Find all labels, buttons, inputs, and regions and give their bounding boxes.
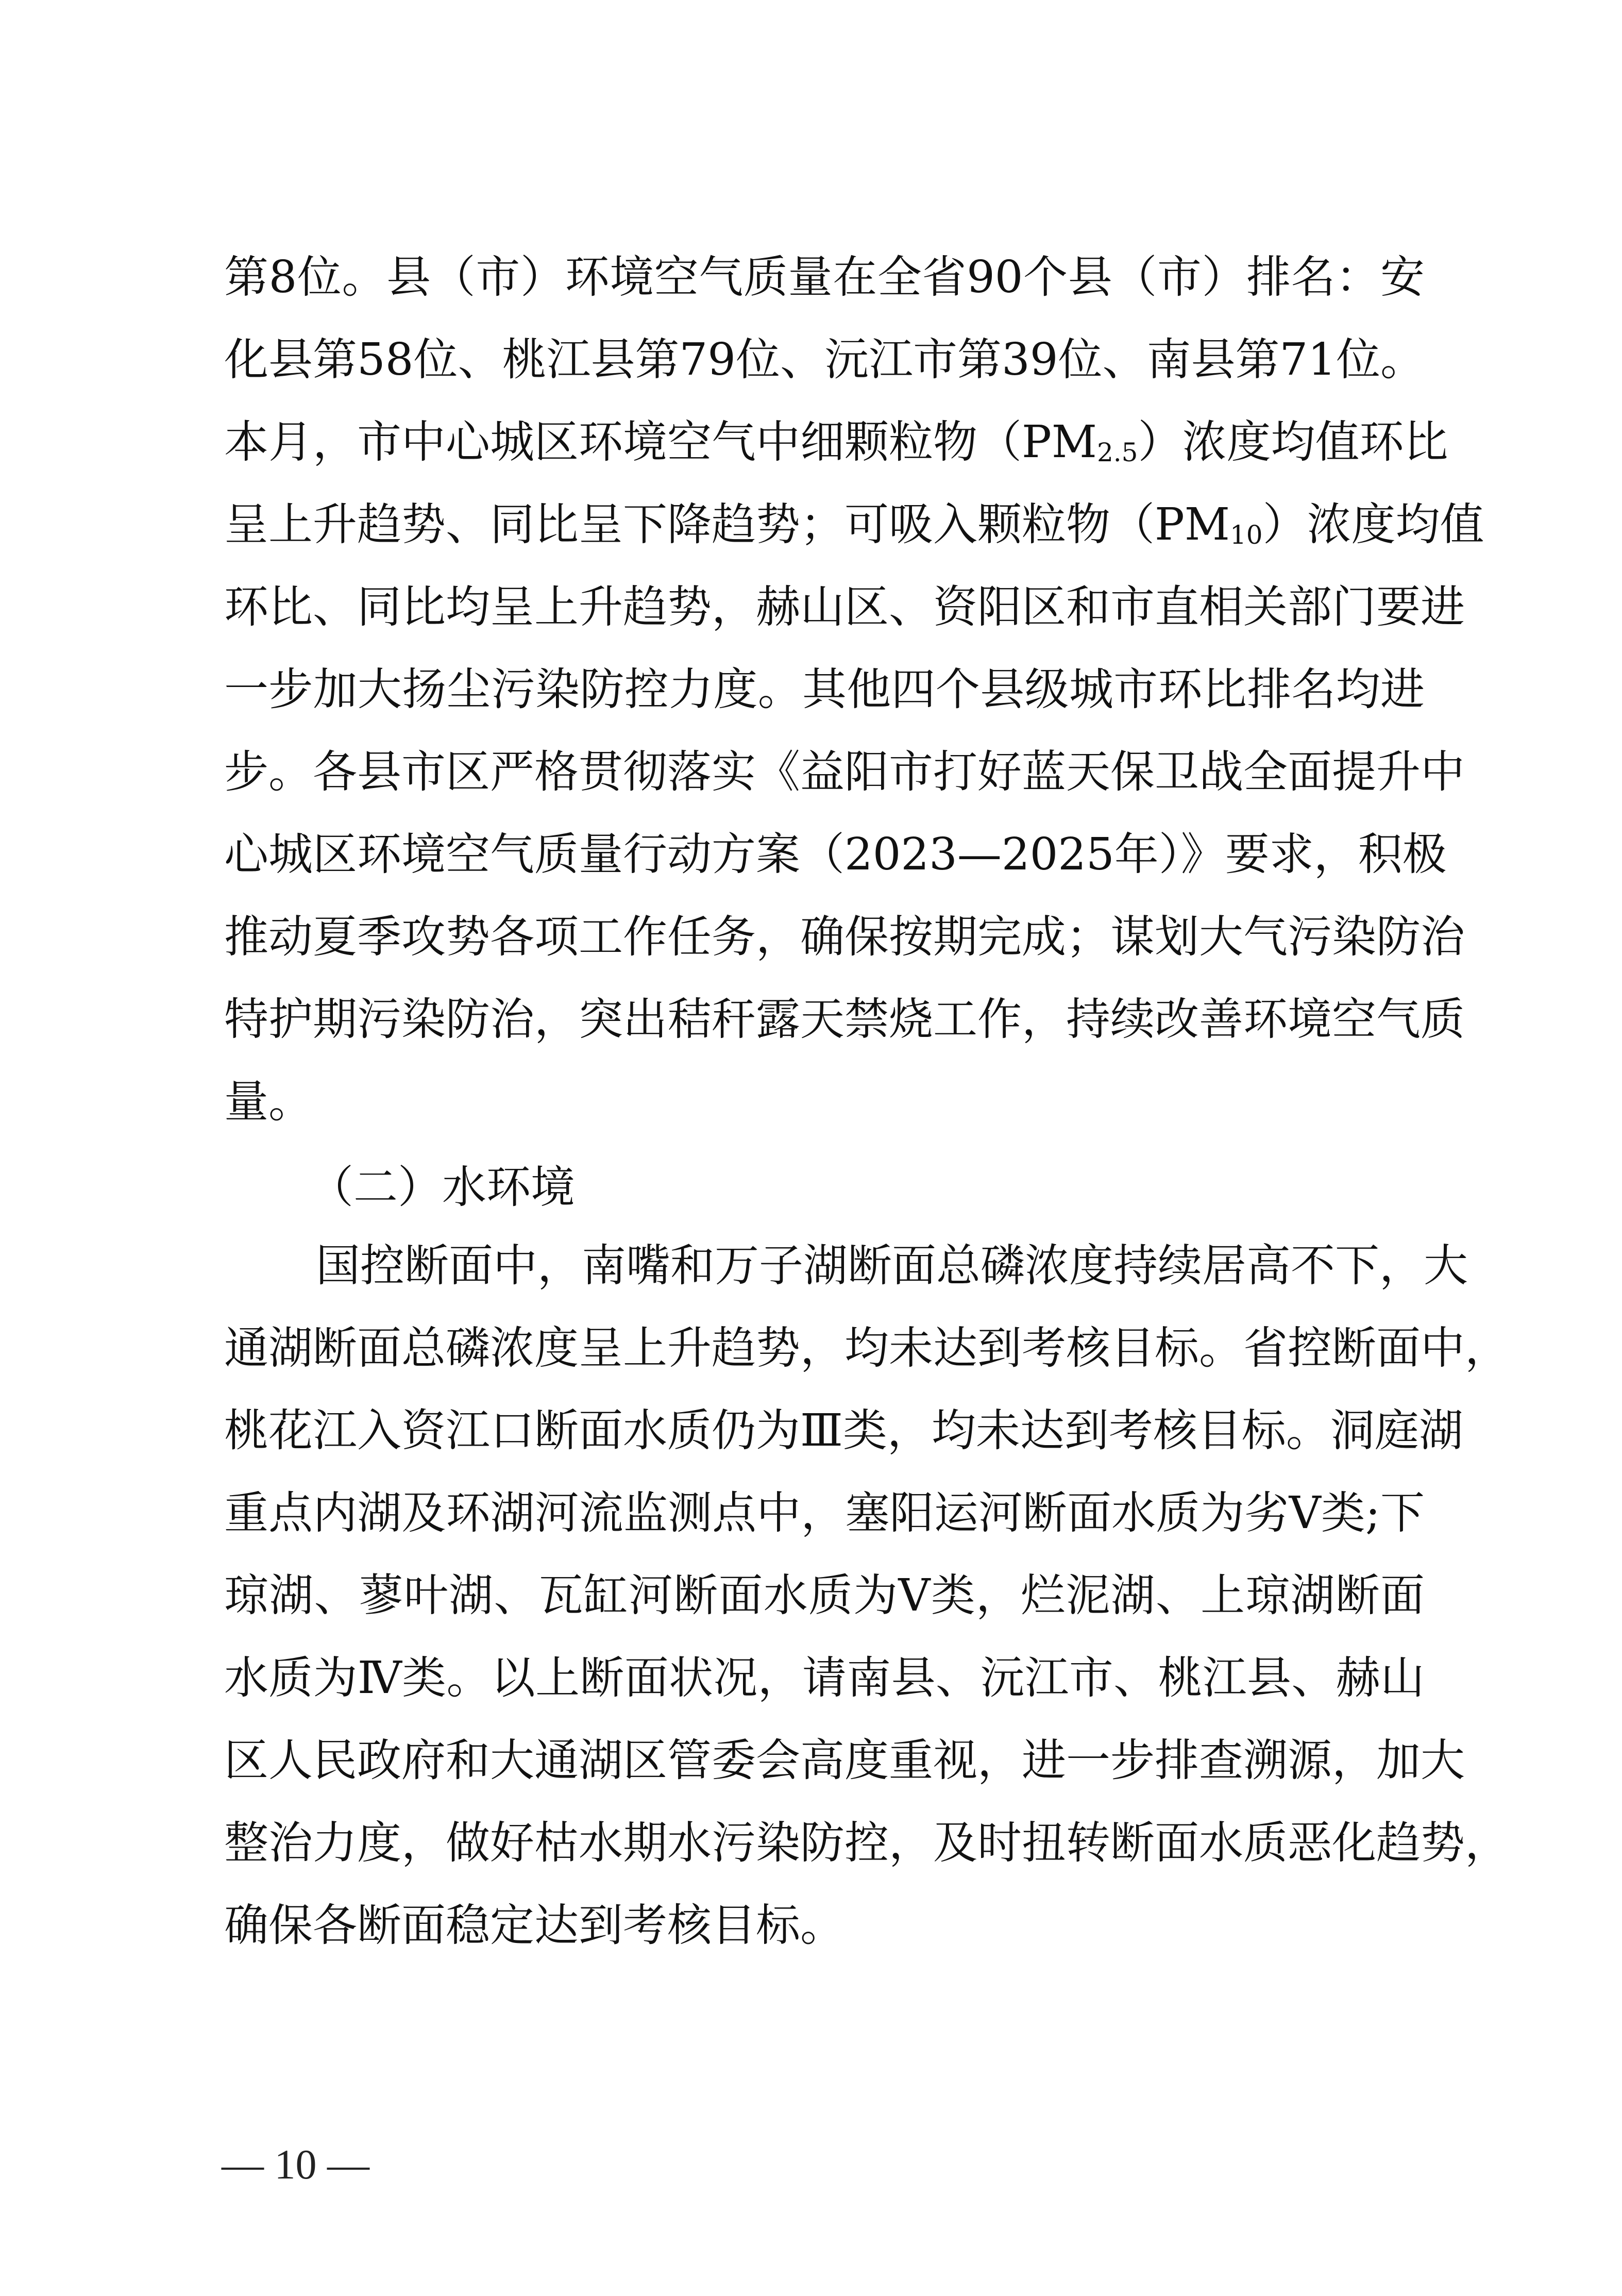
text-line [224, 331, 1425, 388]
text-segment: 一步加大扬尘污染防控力度。其他四个县级城市环比排名均进 [224, 664, 1425, 715]
text-segment: 心城区环境空气质量行动方案（2023—2025年）》要求，积极 [224, 829, 1447, 880]
text-segment: 琼湖、蓼叶湖、瓦缸河断面水质为Ⅴ类，烂泥湖、上琼湖断面 [224, 1570, 1425, 1621]
section-heading: （二）水环境 [309, 1162, 575, 1213]
text-line [224, 579, 1465, 635]
subscript: 10 [1229, 520, 1263, 550]
text-segment: 量。 [224, 1076, 313, 1128]
text-segment: 区人民政府和大通湖区管委会高度重视，进一步排查溯源，加大 [224, 1735, 1465, 1786]
text-segment: ）浓度均值环比 [1138, 416, 1448, 468]
text-segment: 推动夏季攻势各项工作任务，确保按期完成；谋划大气污染防治 [224, 911, 1465, 963]
text-line [224, 1567, 1425, 1624]
text-segment: 桃花江入资江口断面水质仍为Ⅲ类，均未达到考核目标。洞庭湖 [224, 1405, 1463, 1456]
text-line [224, 1237, 1468, 1294]
text-segment: 水质为Ⅳ类。以上断面状况，请南县、沅江市、桃江县、赫山 [224, 1652, 1425, 1704]
text-segment: 国控断面中，南嘴和万子湖断面总磷浓度持续居高不下，大 [316, 1240, 1468, 1292]
subscript: 2.5 [1096, 438, 1138, 467]
text-segment: 整治力度，做好枯水期水污染防控，及时扭转断面水质恶化趋势， [224, 1817, 1509, 1869]
text-line [224, 744, 1465, 800]
page-number: — 10 — [222, 2141, 369, 2188]
text-segment: 特护期污染防治，突出秸秆露天禁烧工作，持续改善环境空气质 [224, 994, 1465, 1045]
text-segment: 第8位。县（市）环境空气质量在全省90个县（市）排名：安 [224, 252, 1425, 303]
text-segment: 化县第58位、桃江县第79位、沅江市第39位、南县第71位。 [224, 334, 1425, 386]
text-line [224, 1815, 1509, 1871]
text-line [224, 414, 1448, 471]
text-segment: ）浓度均值 [1262, 499, 1484, 550]
text-line [224, 1732, 1465, 1789]
text-line [224, 1402, 1463, 1459]
text-segment: 呈上升趋势、同比呈下降趋势；可吸入颗粒物（PM [224, 499, 1230, 550]
text-segment: 步。各县市区严格贯彻落实《益阳市打好蓝天保卫战全面提升中 [224, 746, 1465, 798]
text-line [224, 249, 1425, 306]
text-segment: 重点内湖及环湖河流监测点中，塞阳运河断面水质为劣Ⅴ类;下 [224, 1487, 1425, 1539]
text-segment: 环比、同比均呈上升趋势，赫山区、资阳区和市直相关部门要进 [224, 581, 1465, 633]
text-segment: 通湖断面总磷浓度呈上升趋势，均未达到考核目标。省控断面中， [224, 1322, 1509, 1374]
text-line [224, 1485, 1425, 1541]
text-line [224, 496, 1484, 553]
text-line [224, 1650, 1425, 1706]
text-line [224, 991, 1465, 1048]
text-line [224, 1897, 1425, 1954]
text-line [224, 1320, 1509, 1377]
text-segment: 确保各断面稳定达到考核目标。 [224, 1900, 844, 1951]
text-line [224, 1074, 1425, 1130]
text-line [224, 909, 1465, 965]
text-line [224, 826, 1447, 883]
text-segment: 本月，市中心城区环境空气中细颗粒物（PM [224, 416, 1097, 468]
text-line [224, 661, 1425, 718]
